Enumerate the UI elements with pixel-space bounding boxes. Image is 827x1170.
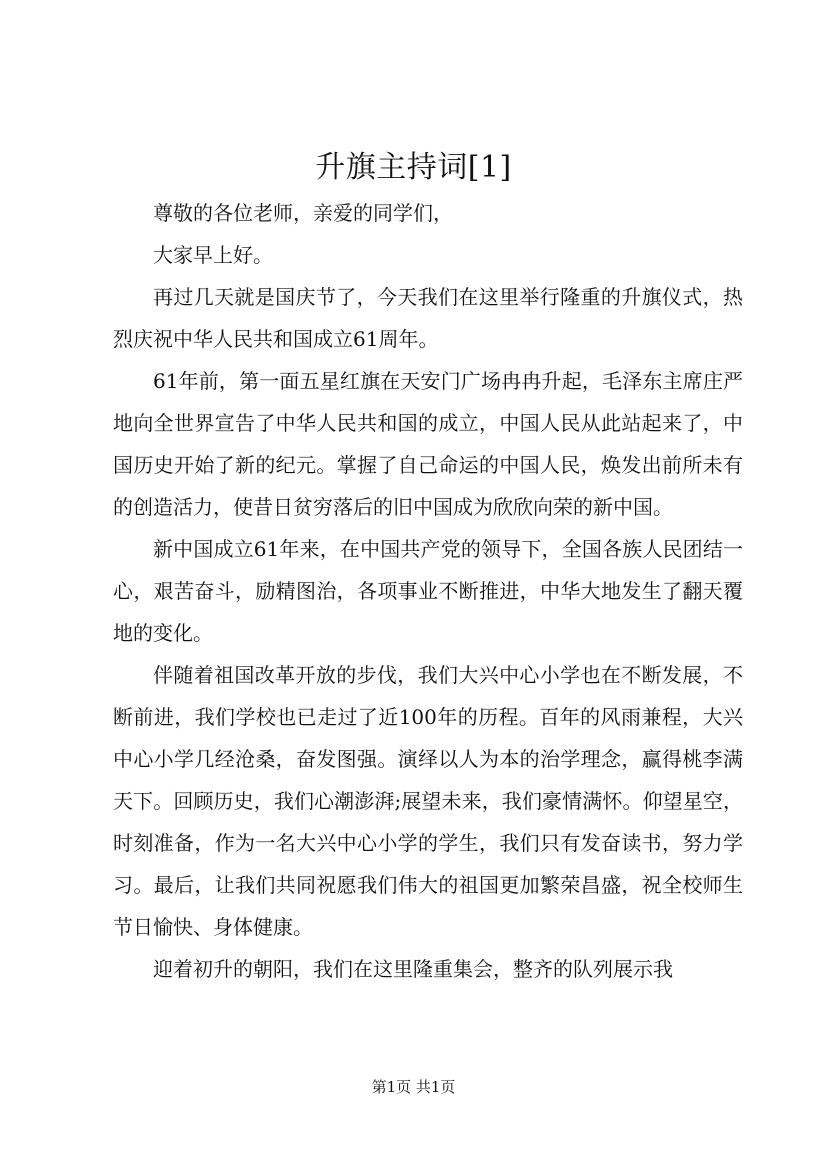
document-body (113, 192, 743, 990)
paragraph-development: 新中国成立61年来，在中国共产党的领导下，全国各族人民团结一心，艰苦奋斗，励精图治，各项事业不断推进，中华大地发生了翻天覆地的变化。 (113, 537, 743, 645)
paragraph-greeting: 大家早上好。 (153, 243, 273, 267)
page-number-footer: 第1页 共1页 (371, 1078, 456, 1096)
paragraph-salutation: 尊敬的各位老师，亲爱的同学们， (153, 201, 453, 225)
paragraph-national-day: 再过几天就是国庆节了，今天我们在这里举行隆重的升旗仪式，热烈庆祝中华人民共和国成立61周年。 (113, 285, 743, 351)
paragraph-school: 伴随着祖国改革开放的步伐，我们大兴中心小学也在不断发展，不断前进，我们学校也已走过了近100年的历程。百年的风雨兼程，大兴中心小学几经沧桑，奋发图强。演绎以人为本的治学理念，赢得桃李满天下。回顾历史，我们心潮澎湃;展望未来，我们豪情满怀。仰望星空，时刻准备，作为一名大兴中心小学的学生，我们只有发奋读书，努力学习。最后，让我们共同祝愿我们伟大的祖国更加繁荣昌盛，祝全校师生节日愉快、身体健康。 (113, 663, 743, 939)
paragraph-history: 61年前，第一面五星红旗在天安门广场冉冉升起，毛泽东主席庄严地向全世界宣告了中华人民共和国的成立，中国人民从此站起来了，中国历史开始了新的纪元。掌握了自己命运的中国人民，焕发出前所未有的创造活力，使昔日贫穷落后的旧中国成为欣欣向荣的新中国。 (113, 369, 743, 519)
document-title: 升旗主持词[1] (315, 150, 512, 185)
paragraph-closing: 迎着初升的朝阳，我们在这里隆重集会，整齐的队列展示我 (153, 957, 673, 981)
